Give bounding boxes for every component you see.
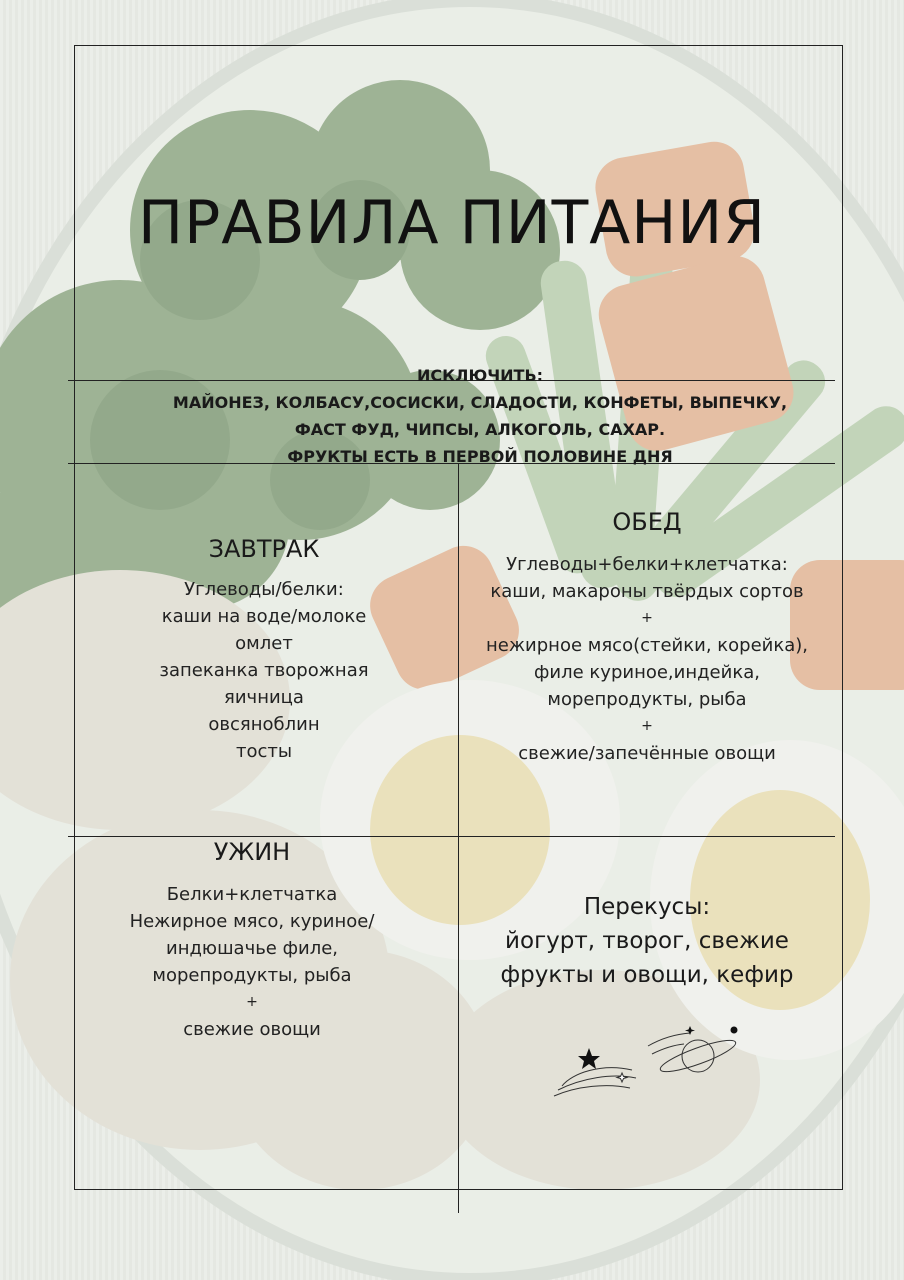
frame-top — [74, 45, 843, 46]
breakfast-item: тосты — [235, 741, 293, 762]
exclude-heading: ИСКЛЮЧИТЬ: — [416, 366, 544, 385]
dinner-item: индюшачье филе, — [166, 938, 338, 959]
dinner-item: морепродукты, рыба — [152, 965, 352, 986]
lunch-item: морепродукты, рыба — [547, 689, 747, 710]
exclude-line: ФАСТ ФУД, ЧИПСЫ, АЛКОГОЛЬ, САХАР. — [294, 420, 666, 439]
lunch-list — [458, 551, 836, 767]
lunch-item: каши, макароны твёрдых сортов — [490, 581, 804, 602]
breakfast-item: Углеводы/белки: — [184, 579, 344, 600]
exclude-line: МАЙОНЕЗ, КОЛБАСУ,СОСИСКИ, СЛАДОСТИ, КОНФЕТЫ, ВЫПЕЧКУ, — [172, 393, 788, 412]
exclude-line: ФРУКТЫ ЕСТЬ В ПЕРВОЙ ПОЛОВИНЕ ДНЯ — [287, 447, 673, 466]
breakfast-item: каши на воде/молоке — [161, 606, 367, 627]
breakfast-item: яичница — [224, 687, 304, 708]
lunch-title: ОБЕД — [612, 508, 682, 536]
exclude-section — [0, 362, 904, 470]
breakfast-item: овсяноблин — [208, 714, 320, 735]
divider-h3 — [68, 836, 835, 837]
dinner-plus: + — [246, 994, 258, 1010]
lunch-item: Углеводы+белки+клетчатка: — [506, 554, 788, 575]
lunch-item: нежирное мясо(стейки, корейка), — [486, 635, 808, 656]
lunch-item: филе куриное,индейка, — [534, 662, 760, 683]
dinner-title: УЖИН — [213, 838, 291, 866]
dinner-item: Белки+клетчатка — [166, 884, 338, 905]
breakfast-list — [74, 576, 454, 765]
snacks-title: Перекусы: — [583, 894, 711, 920]
dinner-list — [62, 881, 442, 1043]
snacks-item: йогурт, творог, свежие — [505, 928, 789, 954]
breakfast-item: запеканка творожная — [159, 660, 369, 681]
lunch-plus: + — [641, 610, 653, 626]
snacks-item: фрукты и овощи, кефир — [500, 962, 794, 988]
dinner-item: Нежирное мясо, куриное/ — [129, 911, 375, 932]
breakfast-title: ЗАВТРАК — [208, 535, 320, 563]
snacks-block — [458, 890, 836, 992]
planet-and-stars-icon — [552, 1018, 752, 1108]
breakfast-item: омлет — [235, 633, 293, 654]
dinner-item: свежие овощи — [183, 1019, 321, 1040]
lunch-item: свежие/запечённые овощи — [518, 743, 776, 764]
page-title: ПРАВИЛА ПИТАНИЯ — [137, 188, 766, 258]
lunch-plus: + — [641, 718, 653, 734]
